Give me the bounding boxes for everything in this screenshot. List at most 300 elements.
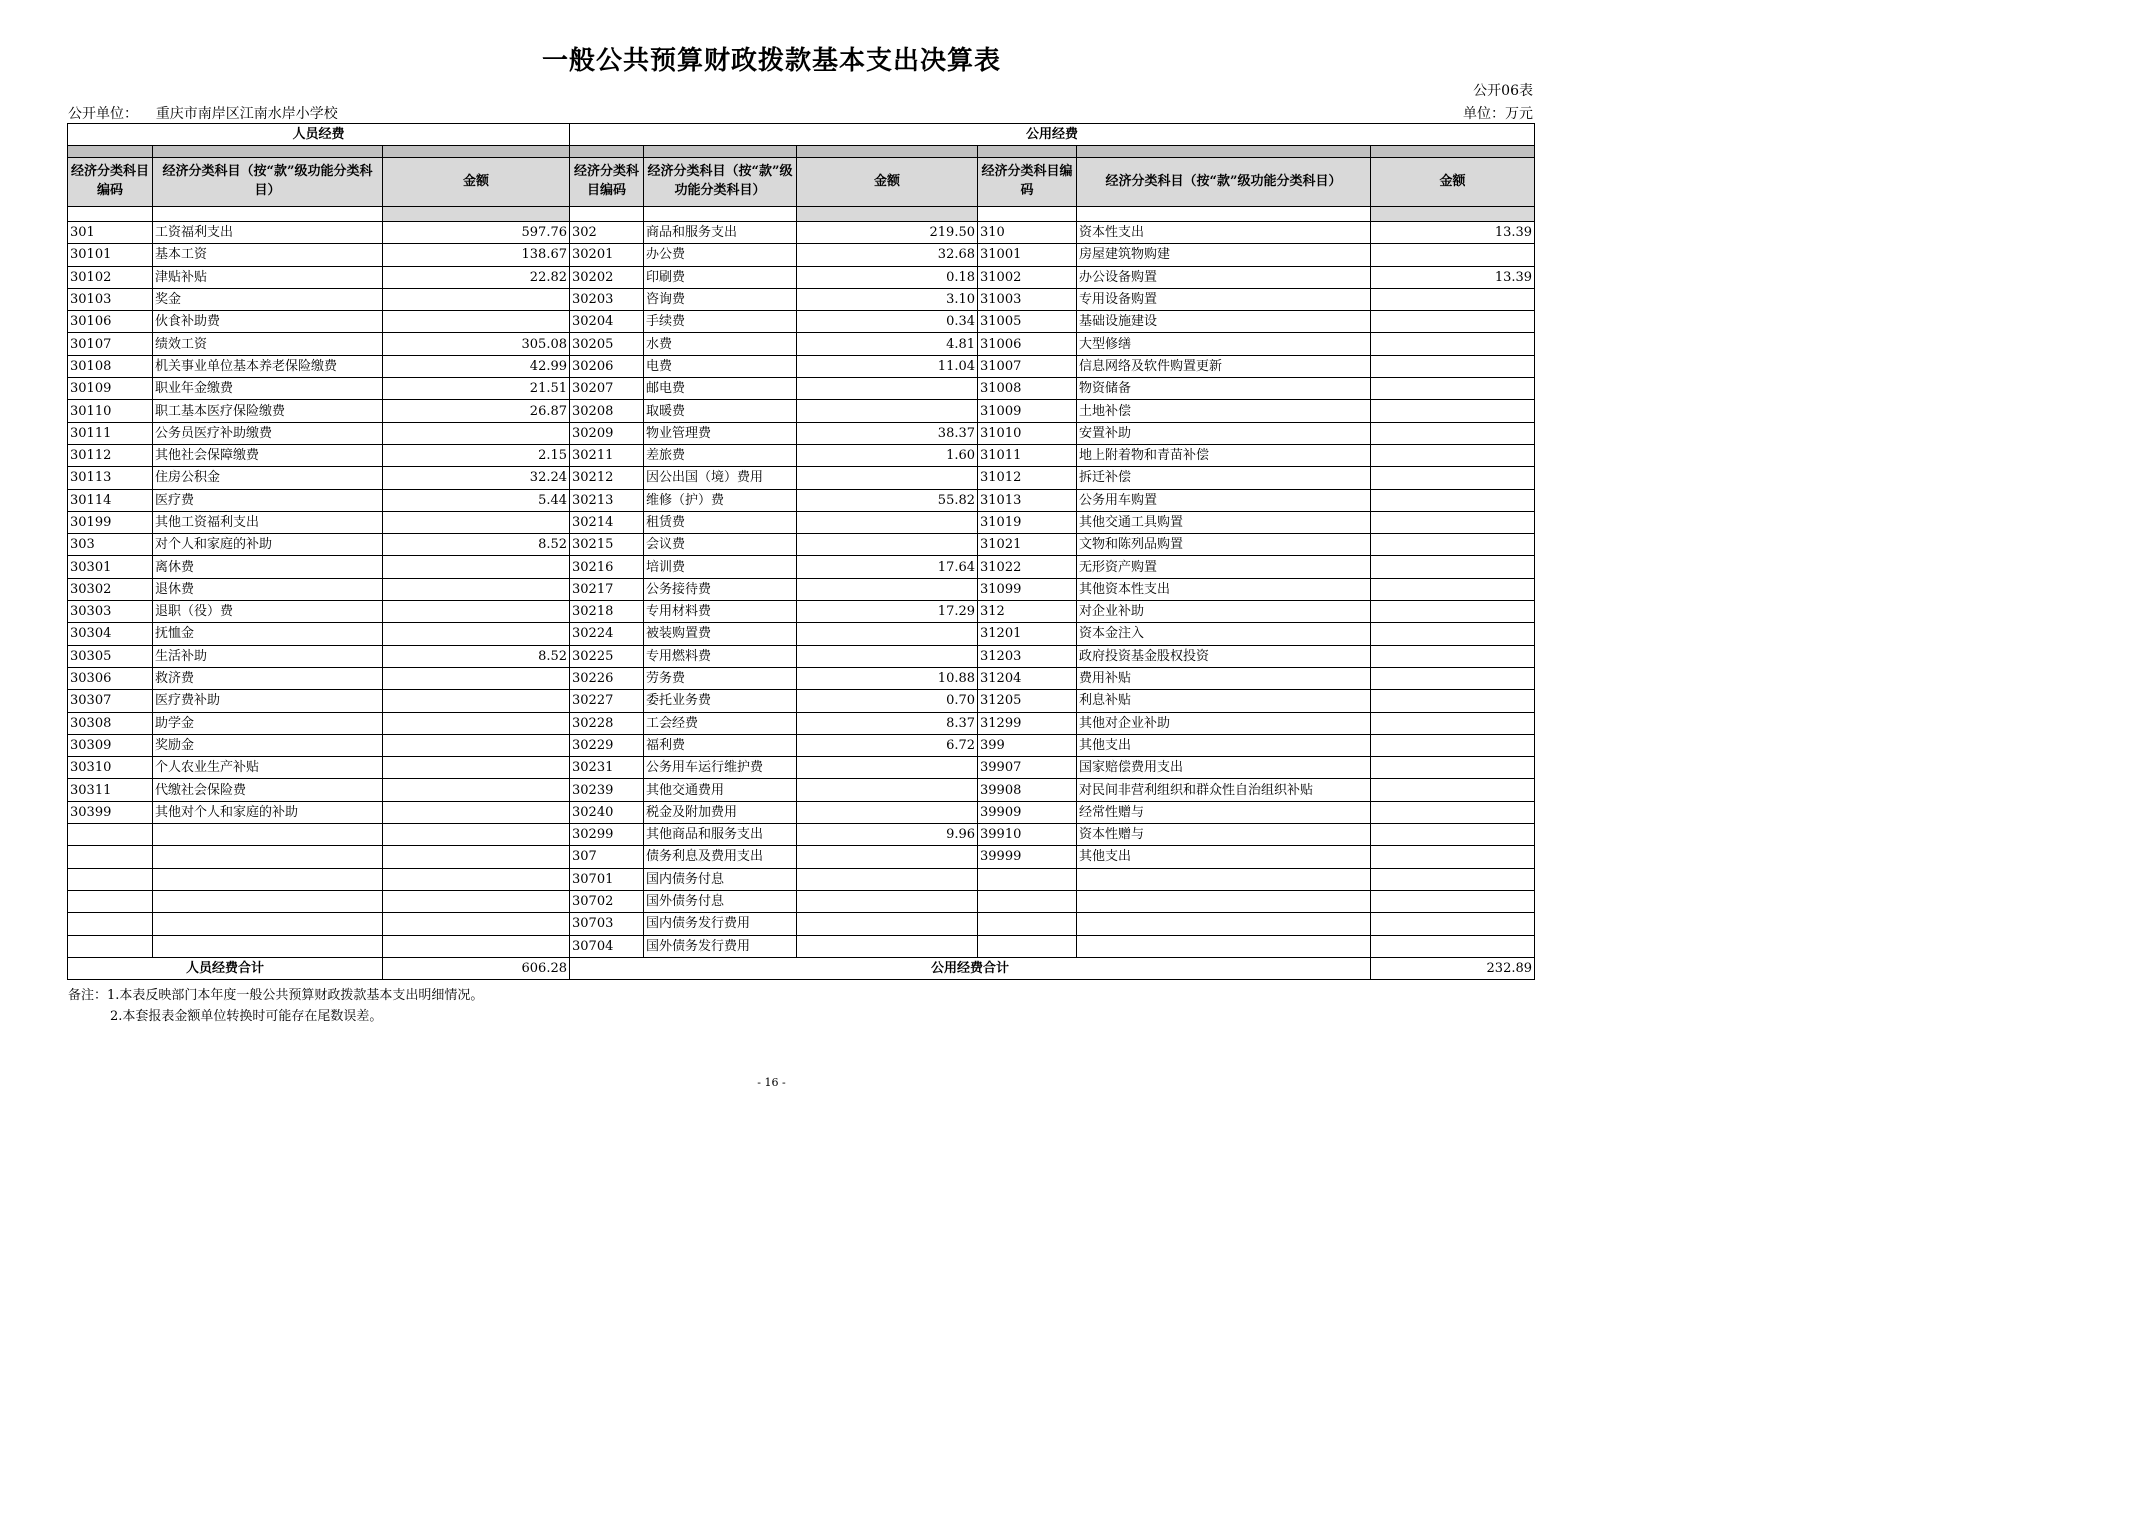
amount-cell bbox=[1371, 935, 1535, 957]
table-row bbox=[68, 846, 1535, 868]
code-cell: 30107 bbox=[68, 333, 153, 355]
code-cell: 31002 bbox=[978, 266, 1077, 288]
name-cell: 无形资产购置 bbox=[1077, 556, 1371, 578]
table-row bbox=[68, 734, 1535, 756]
name-cell: 职业年金缴费 bbox=[153, 378, 383, 400]
code-cell: 30199 bbox=[68, 511, 153, 533]
name-cell bbox=[1077, 935, 1371, 957]
code-cell: 31009 bbox=[978, 400, 1077, 422]
amount-cell: 21.51 bbox=[383, 378, 570, 400]
table-row bbox=[68, 534, 1535, 556]
amount-cell bbox=[797, 913, 978, 935]
amount-cell: 8.52 bbox=[383, 534, 570, 556]
amount-cell: 32.24 bbox=[383, 467, 570, 489]
table-row bbox=[68, 355, 1535, 377]
amount-cell bbox=[797, 467, 978, 489]
code-cell: 39999 bbox=[978, 846, 1077, 868]
name-cell: 被装购置费 bbox=[644, 623, 797, 645]
amount-cell bbox=[797, 578, 978, 600]
amount-cell: 42.99 bbox=[383, 355, 570, 377]
header-code-public: 经济分类科目编码 bbox=[570, 158, 644, 207]
amount-cell: 597.76 bbox=[383, 222, 570, 244]
name-cell: 国外债务发行费用 bbox=[644, 935, 797, 957]
amount-cell bbox=[797, 779, 978, 801]
amount-cell bbox=[797, 534, 978, 556]
amount-cell bbox=[1371, 779, 1535, 801]
name-cell: 抚恤金 bbox=[153, 623, 383, 645]
amount-cell bbox=[383, 601, 570, 623]
amount-cell bbox=[1371, 623, 1535, 645]
notes bbox=[68, 985, 483, 1027]
name-cell: 国外债务付息 bbox=[644, 890, 797, 912]
code-cell: 30202 bbox=[570, 266, 644, 288]
amount-cell: 8.52 bbox=[383, 645, 570, 667]
amount-cell bbox=[1371, 534, 1535, 556]
public-total-label: 公用经费合计 bbox=[570, 957, 1371, 979]
name-cell: 物资储备 bbox=[1077, 378, 1371, 400]
name-cell: 利息补贴 bbox=[1077, 690, 1371, 712]
unit-name: 重庆市南岸区江南水岸小学校 bbox=[155, 106, 338, 122]
amount-cell bbox=[383, 734, 570, 756]
name-cell: 拆迁补偿 bbox=[1077, 467, 1371, 489]
amount-cell bbox=[797, 801, 978, 823]
page-title: 一般公共预算财政拨款基本支出决算表 bbox=[541, 46, 1001, 76]
table-row bbox=[68, 266, 1535, 288]
amount-cell bbox=[383, 511, 570, 533]
code-cell bbox=[978, 890, 1077, 912]
amount-cell bbox=[1371, 601, 1535, 623]
name-cell: 资本性赠与 bbox=[1077, 824, 1371, 846]
name-cell: 专用燃料费 bbox=[644, 645, 797, 667]
name-cell: 物业管理费 bbox=[644, 422, 797, 444]
code-cell: 31005 bbox=[978, 311, 1077, 333]
name-cell: 土地补偿 bbox=[1077, 400, 1371, 422]
name-cell: 国内债务发行费用 bbox=[644, 913, 797, 935]
amount-cell: 22.82 bbox=[383, 266, 570, 288]
amount-cell: 0.70 bbox=[797, 690, 978, 712]
header-strip bbox=[68, 146, 153, 158]
name-cell: 离休费 bbox=[153, 556, 383, 578]
amount-cell bbox=[1371, 288, 1535, 310]
table-row bbox=[68, 935, 1535, 957]
amount-cell: 38.37 bbox=[797, 422, 978, 444]
amount-cell bbox=[1371, 824, 1535, 846]
name-cell: 其他对个人和家庭的补助 bbox=[153, 801, 383, 823]
amount-cell: 4.81 bbox=[797, 333, 978, 355]
code-cell bbox=[978, 868, 1077, 890]
amount-cell bbox=[383, 779, 570, 801]
name-cell: 对个人和家庭的补助 bbox=[153, 534, 383, 556]
name-cell: 其他支出 bbox=[1077, 734, 1371, 756]
code-cell: 30109 bbox=[68, 378, 153, 400]
code-cell bbox=[68, 824, 153, 846]
code-cell: 30704 bbox=[570, 935, 644, 957]
code-cell: 31019 bbox=[978, 511, 1077, 533]
amount-cell: 305.08 bbox=[383, 333, 570, 355]
header-band bbox=[1371, 207, 1535, 222]
code-cell: 30211 bbox=[570, 444, 644, 466]
amount-cell bbox=[383, 690, 570, 712]
code-cell: 30108 bbox=[68, 355, 153, 377]
name-cell: 取暖费 bbox=[644, 400, 797, 422]
name-cell bbox=[153, 824, 383, 846]
table-row bbox=[68, 378, 1535, 400]
amount-cell bbox=[1371, 378, 1535, 400]
code-cell: 30308 bbox=[68, 712, 153, 734]
amount-cell: 1.60 bbox=[797, 444, 978, 466]
code-cell: 31205 bbox=[978, 690, 1077, 712]
name-cell bbox=[153, 846, 383, 868]
amount-cell bbox=[1371, 712, 1535, 734]
name-cell: 工会经费 bbox=[644, 712, 797, 734]
amount-cell: 13.39 bbox=[1371, 222, 1535, 244]
amount-cell: 32.68 bbox=[797, 244, 978, 266]
name-cell: 其他商品和服务支出 bbox=[644, 824, 797, 846]
code-cell: 312 bbox=[978, 601, 1077, 623]
code-cell: 30203 bbox=[570, 288, 644, 310]
amount-cell bbox=[1371, 734, 1535, 756]
code-cell: 30208 bbox=[570, 400, 644, 422]
name-cell: 文物和陈列品购置 bbox=[1077, 534, 1371, 556]
amount-cell bbox=[797, 846, 978, 868]
name-cell: 机关事业单位基本养老保险缴费 bbox=[153, 355, 383, 377]
code-cell: 31204 bbox=[978, 667, 1077, 689]
header-band bbox=[1077, 207, 1371, 222]
name-cell: 绩效工资 bbox=[153, 333, 383, 355]
code-cell: 30224 bbox=[570, 623, 644, 645]
amount-cell bbox=[1371, 868, 1535, 890]
name-cell: 公务用车运行维护费 bbox=[644, 757, 797, 779]
amount-cell bbox=[797, 400, 978, 422]
code-cell: 399 bbox=[978, 734, 1077, 756]
amount-cell bbox=[383, 422, 570, 444]
code-cell: 30304 bbox=[68, 623, 153, 645]
amount-cell: 13.39 bbox=[1371, 266, 1535, 288]
name-cell: 基本工资 bbox=[153, 244, 383, 266]
code-cell: 30201 bbox=[570, 244, 644, 266]
header-strip bbox=[570, 146, 644, 158]
page-number: - 16 - bbox=[757, 1076, 786, 1089]
header-band bbox=[68, 207, 153, 222]
code-cell: 30239 bbox=[570, 779, 644, 801]
name-cell: 个人农业生产补贴 bbox=[153, 757, 383, 779]
code-cell bbox=[68, 868, 153, 890]
code-cell: 30214 bbox=[570, 511, 644, 533]
amount-cell: 0.34 bbox=[797, 311, 978, 333]
code-cell: 30302 bbox=[68, 578, 153, 600]
code-cell bbox=[68, 890, 153, 912]
header-amount-personnel: 金额 bbox=[383, 158, 570, 207]
table-row bbox=[68, 623, 1535, 645]
table-row bbox=[68, 311, 1535, 333]
amount-cell bbox=[797, 623, 978, 645]
amount-cell: 0.18 bbox=[797, 266, 978, 288]
header-name-capital: 经济分类科目（按“款”级功能分类科目） bbox=[1077, 158, 1371, 207]
amount-cell bbox=[383, 824, 570, 846]
name-cell: 退休费 bbox=[153, 578, 383, 600]
code-cell: 30231 bbox=[570, 757, 644, 779]
name-cell bbox=[153, 890, 383, 912]
table-row bbox=[68, 333, 1535, 355]
amount-cell bbox=[797, 511, 978, 533]
name-cell: 住房公积金 bbox=[153, 467, 383, 489]
amount-cell: 8.37 bbox=[797, 712, 978, 734]
name-cell: 税金及附加费用 bbox=[644, 801, 797, 823]
table-row bbox=[68, 890, 1535, 912]
code-cell bbox=[978, 913, 1077, 935]
code-cell: 30225 bbox=[570, 645, 644, 667]
table-row bbox=[68, 400, 1535, 422]
amount-cell: 3.10 bbox=[797, 288, 978, 310]
name-cell: 维修（护）费 bbox=[644, 489, 797, 511]
amount-cell bbox=[1371, 244, 1535, 266]
name-cell: 会议费 bbox=[644, 534, 797, 556]
code-cell: 30205 bbox=[570, 333, 644, 355]
amount-cell bbox=[1371, 913, 1535, 935]
amount-cell bbox=[797, 378, 978, 400]
name-cell: 生活补助 bbox=[153, 645, 383, 667]
name-cell: 公务用车购置 bbox=[1077, 489, 1371, 511]
table-row bbox=[68, 288, 1535, 310]
name-cell: 公务员医疗补助缴费 bbox=[153, 422, 383, 444]
name-cell: 奖金 bbox=[153, 288, 383, 310]
table-row bbox=[68, 578, 1535, 600]
name-cell: 医疗费 bbox=[153, 489, 383, 511]
amount-cell bbox=[1371, 400, 1535, 422]
note-1: 备注：1.本表反映部门本年度一般公共预算财政拨款基本支出明细情况。 bbox=[68, 988, 484, 1003]
code-cell: 30103 bbox=[68, 288, 153, 310]
name-cell: 职工基本医疗保险缴费 bbox=[153, 400, 383, 422]
code-cell bbox=[68, 846, 153, 868]
form-number: 公开06表 bbox=[1473, 83, 1533, 99]
header-band bbox=[383, 207, 570, 222]
name-cell: 差旅费 bbox=[644, 444, 797, 466]
code-cell: 30106 bbox=[68, 311, 153, 333]
amount-cell bbox=[1371, 333, 1535, 355]
code-cell: 30110 bbox=[68, 400, 153, 422]
amount-cell bbox=[383, 311, 570, 333]
name-cell: 国内债务付息 bbox=[644, 868, 797, 890]
amount-cell: 17.64 bbox=[797, 556, 978, 578]
code-cell: 39909 bbox=[978, 801, 1077, 823]
code-cell: 39910 bbox=[978, 824, 1077, 846]
name-cell: 政府投资基金股权投资 bbox=[1077, 645, 1371, 667]
name-cell: 费用补贴 bbox=[1077, 667, 1371, 689]
name-cell: 其他交通费用 bbox=[644, 779, 797, 801]
amount-cell bbox=[383, 288, 570, 310]
amount-cell bbox=[1371, 422, 1535, 444]
amount-cell: 10.88 bbox=[797, 667, 978, 689]
section-public: 公用经费 bbox=[570, 124, 1535, 146]
code-cell: 30207 bbox=[570, 378, 644, 400]
code-cell bbox=[68, 913, 153, 935]
code-cell: 30305 bbox=[68, 645, 153, 667]
table-row bbox=[68, 645, 1535, 667]
header-strip bbox=[644, 146, 797, 158]
name-cell: 对企业补助 bbox=[1077, 601, 1371, 623]
amount-cell bbox=[383, 801, 570, 823]
amount-cell: 219.50 bbox=[797, 222, 978, 244]
amount-cell bbox=[383, 890, 570, 912]
table-row bbox=[68, 667, 1535, 689]
name-cell: 咨询费 bbox=[644, 288, 797, 310]
table-row bbox=[68, 824, 1535, 846]
name-cell: 经常性赠与 bbox=[1077, 801, 1371, 823]
section-personnel: 人员经费 bbox=[68, 124, 570, 146]
table-row bbox=[68, 422, 1535, 444]
table-row bbox=[68, 222, 1535, 244]
amount-cell bbox=[1371, 511, 1535, 533]
code-cell: 31203 bbox=[978, 645, 1077, 667]
name-cell: 办公费 bbox=[644, 244, 797, 266]
header-amount-public: 金额 bbox=[797, 158, 978, 207]
name-cell: 信息网络及软件购置更新 bbox=[1077, 355, 1371, 377]
header-strip bbox=[978, 146, 1077, 158]
code-cell: 30215 bbox=[570, 534, 644, 556]
name-cell: 印刷费 bbox=[644, 266, 797, 288]
table-row bbox=[68, 868, 1535, 890]
name-cell: 公务接待费 bbox=[644, 578, 797, 600]
code-cell: 30216 bbox=[570, 556, 644, 578]
code-cell bbox=[68, 935, 153, 957]
header-band bbox=[644, 207, 797, 222]
name-cell: 手续费 bbox=[644, 311, 797, 333]
name-cell: 劳务费 bbox=[644, 667, 797, 689]
code-cell: 30206 bbox=[570, 355, 644, 377]
code-cell: 31022 bbox=[978, 556, 1077, 578]
code-cell: 31010 bbox=[978, 422, 1077, 444]
name-cell: 其他社会保障缴费 bbox=[153, 444, 383, 466]
amount-cell bbox=[797, 757, 978, 779]
code-cell: 39908 bbox=[978, 779, 1077, 801]
name-cell: 助学金 bbox=[153, 712, 383, 734]
header-band bbox=[153, 207, 383, 222]
header-strip bbox=[383, 146, 570, 158]
name-cell bbox=[153, 935, 383, 957]
unit-label: 公开单位： bbox=[68, 106, 138, 122]
code-cell: 30227 bbox=[570, 690, 644, 712]
code-cell: 31299 bbox=[978, 712, 1077, 734]
code-cell: 30303 bbox=[68, 601, 153, 623]
code-cell: 30309 bbox=[68, 734, 153, 756]
amount-cell bbox=[1371, 890, 1535, 912]
code-cell: 30311 bbox=[68, 779, 153, 801]
amount-cell: 11.04 bbox=[797, 355, 978, 377]
amount-cell bbox=[383, 578, 570, 600]
amount-cell bbox=[383, 757, 570, 779]
name-cell: 其他资本性支出 bbox=[1077, 578, 1371, 600]
code-cell: 31012 bbox=[978, 467, 1077, 489]
totals-row bbox=[68, 957, 1535, 979]
name-cell bbox=[1077, 890, 1371, 912]
name-cell: 因公出国（境）费用 bbox=[644, 467, 797, 489]
amount-cell: 6.72 bbox=[797, 734, 978, 756]
code-cell: 307 bbox=[570, 846, 644, 868]
header-strip bbox=[1077, 146, 1371, 158]
amount-cell bbox=[383, 556, 570, 578]
amount-cell: 2.15 bbox=[383, 444, 570, 466]
name-cell: 大型修缮 bbox=[1077, 333, 1371, 355]
code-cell: 301 bbox=[68, 222, 153, 244]
name-cell: 其他工资福利支出 bbox=[153, 511, 383, 533]
code-cell: 30701 bbox=[570, 868, 644, 890]
code-cell: 30113 bbox=[68, 467, 153, 489]
header-band bbox=[978, 207, 1077, 222]
table-row bbox=[68, 467, 1535, 489]
name-cell: 退职（役）费 bbox=[153, 601, 383, 623]
code-cell: 31003 bbox=[978, 288, 1077, 310]
amount-cell bbox=[1371, 690, 1535, 712]
code-cell: 30703 bbox=[570, 913, 644, 935]
name-cell: 租赁费 bbox=[644, 511, 797, 533]
amount-cell bbox=[1371, 355, 1535, 377]
name-cell: 福利费 bbox=[644, 734, 797, 756]
name-cell: 津贴补贴 bbox=[153, 266, 383, 288]
code-cell: 30204 bbox=[570, 311, 644, 333]
header-strip bbox=[153, 146, 383, 158]
code-cell: 30299 bbox=[570, 824, 644, 846]
name-cell: 电费 bbox=[644, 355, 797, 377]
code-cell: 30702 bbox=[570, 890, 644, 912]
name-cell: 奖励金 bbox=[153, 734, 383, 756]
name-cell: 安置补助 bbox=[1077, 422, 1371, 444]
code-cell: 30228 bbox=[570, 712, 644, 734]
name-cell: 培训费 bbox=[644, 556, 797, 578]
code-cell: 30101 bbox=[68, 244, 153, 266]
name-cell: 资本金注入 bbox=[1077, 623, 1371, 645]
table-row bbox=[68, 801, 1535, 823]
name-cell: 救济费 bbox=[153, 667, 383, 689]
amount-cell bbox=[383, 623, 570, 645]
reporting-unit bbox=[68, 103, 338, 123]
amount-cell: 5.44 bbox=[383, 489, 570, 511]
name-cell: 办公设备购置 bbox=[1077, 266, 1371, 288]
code-cell: 30226 bbox=[570, 667, 644, 689]
amount-cell bbox=[797, 890, 978, 912]
name-cell: 代缴社会保险费 bbox=[153, 779, 383, 801]
amount-cell bbox=[1371, 667, 1535, 689]
name-cell: 资本性支出 bbox=[1077, 222, 1371, 244]
code-cell: 30310 bbox=[68, 757, 153, 779]
code-cell: 31011 bbox=[978, 444, 1077, 466]
code-cell: 30111 bbox=[68, 422, 153, 444]
public-total-value: 232.89 bbox=[1371, 957, 1535, 979]
amount-cell bbox=[1371, 757, 1535, 779]
personnel-total-label: 人员经费合计 bbox=[68, 957, 383, 979]
code-cell: 30307 bbox=[68, 690, 153, 712]
expenditure-table bbox=[67, 123, 1535, 980]
code-cell: 303 bbox=[68, 534, 153, 556]
name-cell bbox=[1077, 913, 1371, 935]
name-cell: 对民间非营利组织和群众性自治组织补贴 bbox=[1077, 779, 1371, 801]
amount-cell: 26.87 bbox=[383, 400, 570, 422]
amount-cell: 138.67 bbox=[383, 244, 570, 266]
code-cell: 30218 bbox=[570, 601, 644, 623]
name-cell: 其他交通工具购置 bbox=[1077, 511, 1371, 533]
code-cell: 31013 bbox=[978, 489, 1077, 511]
amount-cell bbox=[1371, 467, 1535, 489]
code-cell: 31099 bbox=[978, 578, 1077, 600]
amount-cell bbox=[383, 712, 570, 734]
code-cell: 302 bbox=[570, 222, 644, 244]
amount-cell bbox=[383, 935, 570, 957]
name-cell: 专用设备购置 bbox=[1077, 288, 1371, 310]
code-cell: 30306 bbox=[68, 667, 153, 689]
amount-cell: 17.29 bbox=[797, 601, 978, 623]
name-cell: 其他支出 bbox=[1077, 846, 1371, 868]
table-row bbox=[68, 489, 1535, 511]
code-cell: 30102 bbox=[68, 266, 153, 288]
